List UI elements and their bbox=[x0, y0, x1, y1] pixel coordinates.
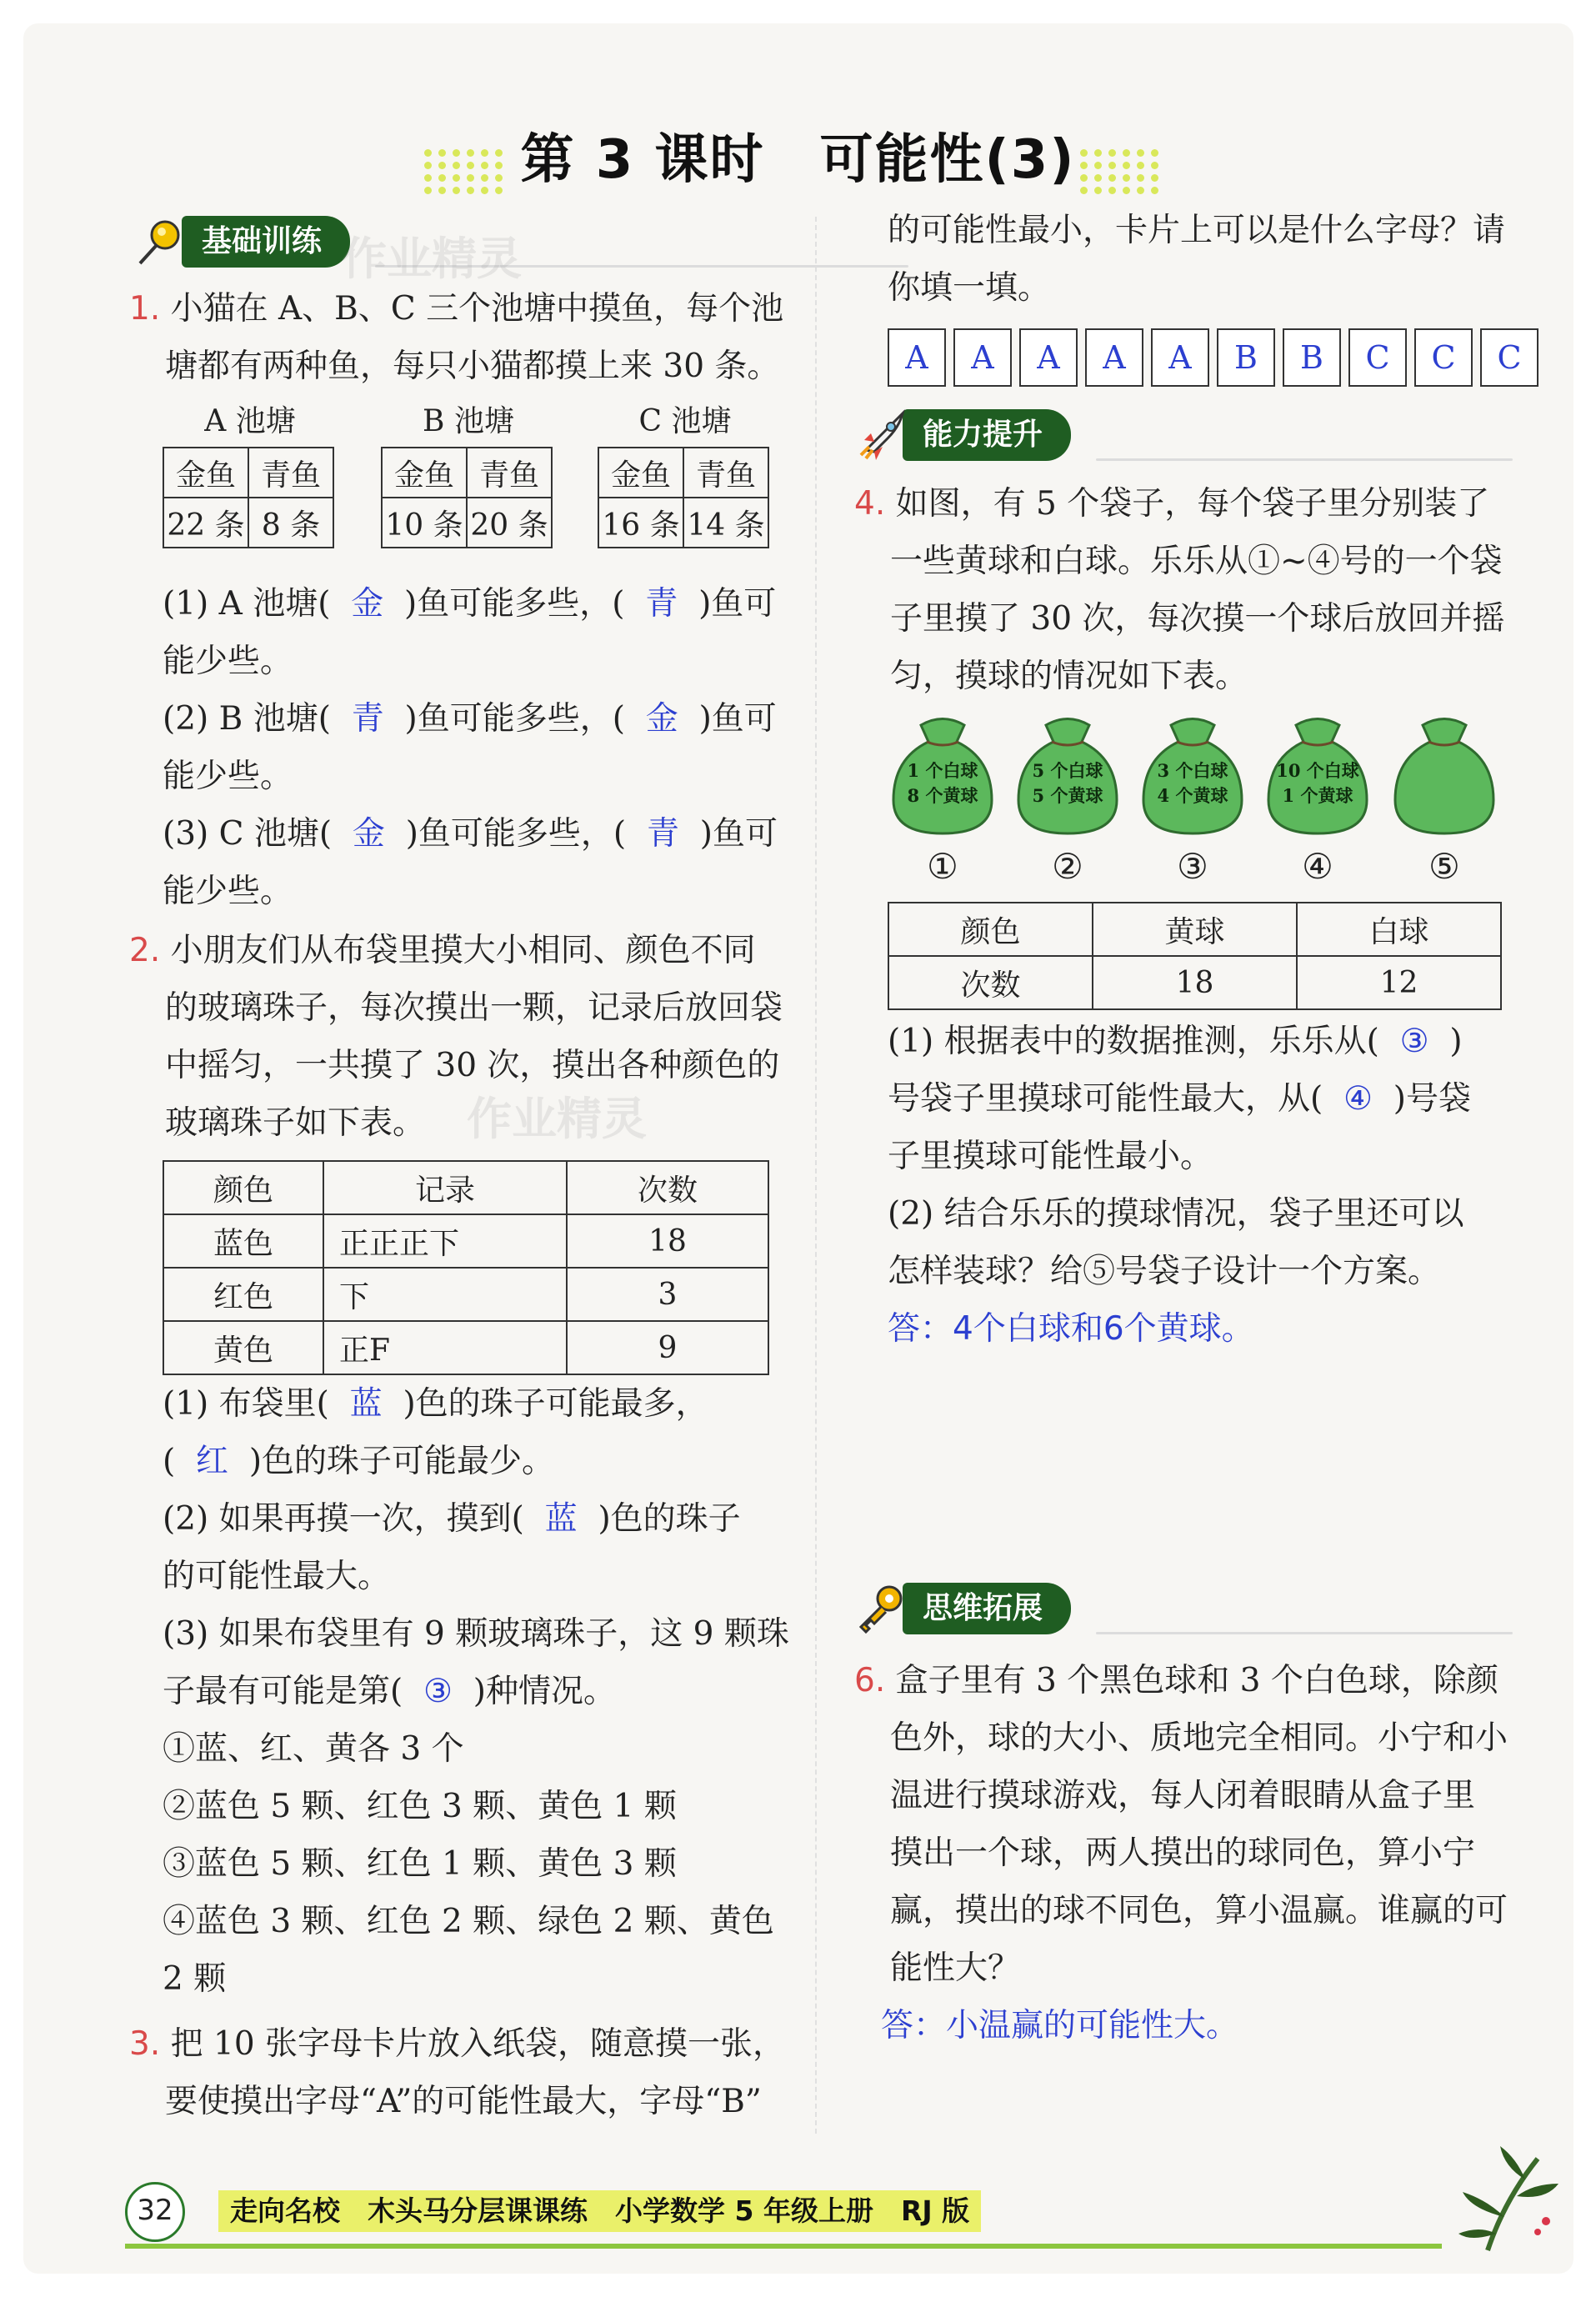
title-dot bbox=[453, 187, 460, 194]
pond-a-name: A 池塘 bbox=[204, 404, 296, 438]
pond-c-v2: 14 条 bbox=[683, 498, 768, 548]
q2-s3-line1: (3) 如果布袋里有 9 颗玻璃珠子，这 9 颗珠 bbox=[163, 1615, 789, 1653]
title-area bbox=[0, 117, 1596, 199]
pond-b-h2: 青鱼 bbox=[467, 448, 552, 498]
q6-line1: 盒子里有 3 个黑色球和 3 个白色球，除颜 bbox=[895, 1662, 1498, 1699]
q1-line1: 小猫在 A、B、C 三个池塘中摸鱼，每个池 bbox=[170, 290, 784, 328]
q2-line2: 的玻璃珠子，每次摸出一颗，记录后放回袋 bbox=[165, 989, 783, 1027]
bag-4-white: 10 个白球 bbox=[1276, 760, 1359, 781]
title-dot bbox=[1094, 162, 1102, 169]
q4-s1-line3: 子里摸球可能性最小。 bbox=[888, 1138, 1213, 1175]
letter-card: A bbox=[888, 328, 946, 387]
pond-b-table bbox=[381, 447, 553, 548]
title-dot bbox=[1108, 174, 1116, 182]
q1-number: 1. bbox=[129, 290, 161, 328]
q3-stem bbox=[129, 2015, 788, 2130]
bag-1-number: ① bbox=[927, 846, 958, 887]
title-dot bbox=[495, 187, 503, 194]
pond-b bbox=[381, 397, 573, 548]
q4-subquestions bbox=[888, 1013, 1529, 1358]
title-dot bbox=[1094, 187, 1102, 194]
pond-a-v2: 8 条 bbox=[248, 498, 333, 548]
q2-option4: ④蓝色 3 颗、红色 2 颗、绿色 2 颗、黄色 bbox=[163, 1903, 774, 1940]
bag-5-number: ⑤ bbox=[1428, 846, 1460, 887]
title-dot bbox=[424, 174, 432, 182]
q2-s1-post: )色的珠子可能最多， bbox=[403, 1385, 708, 1423]
bag-1-white: 1 个白球 bbox=[907, 760, 978, 781]
section-improve-rule bbox=[1096, 458, 1513, 461]
q4-bags bbox=[883, 708, 1517, 892]
q4-s2-answer: 答：4个白球和6个黄球。 bbox=[888, 1310, 1254, 1348]
letter-card: C bbox=[1414, 328, 1473, 387]
pond-b-v2: 20 条 bbox=[467, 498, 552, 548]
bag-1-yellow: 8 个黄球 bbox=[907, 785, 978, 806]
pond-c-h2: 青鱼 bbox=[683, 448, 768, 498]
q1-line2: 塘都有两种鱼，每只小猫都摸上来 30 条。 bbox=[165, 348, 780, 385]
q3-line1: 把 10 张字母卡片放入纸袋，随意摸一张， bbox=[170, 2025, 786, 2063]
q2-s1-answer2: 红 bbox=[196, 1443, 229, 1480]
pond-b-v1: 10 条 bbox=[382, 498, 467, 548]
title-dot bbox=[1123, 149, 1130, 157]
q1-s2-line2: 能少些。 bbox=[163, 758, 293, 795]
section-improve-header bbox=[854, 408, 1071, 462]
bag-3-white: 3 个白球 bbox=[1157, 760, 1228, 781]
bag-4 bbox=[1258, 708, 1377, 887]
q1-s2-answer2: 金 bbox=[645, 700, 678, 738]
q1-s1-answer2: 青 bbox=[645, 585, 678, 623]
pond-a-h2: 青鱼 bbox=[248, 448, 333, 498]
q1-s3-pre: (3) C 池塘( bbox=[163, 815, 333, 853]
q1-s3-mid: )鱼可能多些，( bbox=[405, 815, 627, 853]
section-basic-label: 基础训练 bbox=[182, 216, 350, 268]
title-dot bbox=[1108, 162, 1116, 169]
title-dot bbox=[1108, 149, 1116, 157]
q4-line4: 匀，摸球的情况如下表。 bbox=[890, 658, 1248, 695]
pond-c-h1: 金鱼 bbox=[598, 448, 683, 498]
title-dot bbox=[1151, 187, 1158, 194]
bamboo-icon bbox=[1454, 2142, 1563, 2259]
q1-s3-answer2: 青 bbox=[646, 815, 679, 853]
q1-s2-answer1: 青 bbox=[351, 700, 384, 738]
q6-number: 6. bbox=[854, 1662, 886, 1699]
title-dot bbox=[1123, 174, 1130, 182]
q4-s1-pre: (1) 根据表中的数据推测，乐乐从( bbox=[888, 1023, 1379, 1060]
title-dot bbox=[1137, 149, 1144, 157]
bag-2-number: ② bbox=[1052, 846, 1083, 887]
q1-s1-pre: (1) A 池塘( bbox=[163, 585, 331, 623]
letter-card: C bbox=[1480, 328, 1538, 387]
q6-line4: 摸出一个球，两人摸出的球同色，算小宁 bbox=[890, 1834, 1476, 1872]
title-dot bbox=[453, 149, 460, 157]
q2-option1: ①蓝、红、黄各 3 个 bbox=[163, 1730, 464, 1768]
pond-a-v1: 22 条 bbox=[163, 498, 248, 548]
watermark-mid: 作业精灵 bbox=[467, 1093, 647, 1145]
q2-number: 2. bbox=[129, 932, 161, 969]
letter-card: B bbox=[1283, 328, 1341, 387]
pond-b-h1: 金鱼 bbox=[382, 448, 467, 498]
key-icon bbox=[854, 1582, 908, 1635]
q6-stem bbox=[854, 1652, 1529, 2054]
q6-line5: 赢，摸出的球不同色，算小温赢。谁赢的可 bbox=[890, 1892, 1508, 1929]
q3-cont-line2: 你填一填。 bbox=[888, 269, 1051, 307]
bead-row3-count: 9 bbox=[567, 1321, 768, 1374]
q4-s2-line2: 怎样装球？给⑤号袋子设计一个方案。 bbox=[888, 1253, 1441, 1290]
bag-3-number: ③ bbox=[1177, 846, 1208, 887]
bag-1 bbox=[883, 708, 1002, 887]
bag-2 bbox=[1008, 708, 1127, 887]
q1-s1-post: )鱼可 bbox=[698, 585, 777, 623]
title-dot bbox=[467, 162, 474, 169]
q1-s1-answer1: 金 bbox=[351, 585, 384, 623]
pond-a-table bbox=[163, 447, 334, 548]
q1-s2-mid: )鱼可能多些，( bbox=[404, 700, 625, 738]
bead-header-record: 记录 bbox=[323, 1161, 567, 1214]
title-dot bbox=[1080, 162, 1088, 169]
q2-s1-pre: (1) 布袋里( bbox=[163, 1385, 329, 1423]
title-dot bbox=[1151, 162, 1158, 169]
q1-stem bbox=[129, 280, 788, 395]
title-dot bbox=[495, 174, 503, 182]
title-dot bbox=[1080, 149, 1088, 157]
q6-line2: 色外，球的大小、质地完全相同。小宁和小 bbox=[890, 1719, 1508, 1757]
q1-s2-pre: (2) B 池塘( bbox=[163, 700, 331, 738]
page-title: 第 3 课时 可能性(3) bbox=[520, 129, 1076, 191]
title-dots-left bbox=[424, 149, 516, 199]
page-number: 32 bbox=[125, 2182, 185, 2242]
q4-s1-post2: )号袋 bbox=[1393, 1080, 1471, 1118]
q2-s1-pre2: ( bbox=[163, 1443, 176, 1480]
title-dot bbox=[481, 174, 488, 182]
bead-row1-count: 18 bbox=[567, 1214, 768, 1268]
q2-s2-answer: 蓝 bbox=[544, 1500, 578, 1538]
q2-s3-pre2: 子最有可能是第( bbox=[163, 1673, 403, 1710]
letter-card: A bbox=[1085, 328, 1143, 387]
bag-4-number: ④ bbox=[1302, 846, 1333, 887]
rocket-icon bbox=[854, 408, 908, 462]
q4-result-table bbox=[888, 902, 1502, 1010]
title-dot bbox=[438, 187, 446, 194]
bag-5 bbox=[1385, 708, 1503, 887]
q1-s1-mid: )鱼可能多些，( bbox=[404, 585, 625, 623]
q3-number: 3. bbox=[129, 2025, 161, 2063]
ball-header-white: 白球 bbox=[1297, 903, 1501, 956]
q4-number: 4. bbox=[854, 485, 886, 523]
q6-answer: 答：小温赢的可能性大。 bbox=[881, 2007, 1239, 2044]
watermark-left: 作业精灵 bbox=[342, 233, 522, 285]
q4-line3: 子里摸了 30 次，每次摸一个球后放回并摇 bbox=[890, 600, 1505, 638]
letter-card: B bbox=[1217, 328, 1275, 387]
q2-s1-post2: )色的珠子可能最少。 bbox=[248, 1443, 555, 1480]
pond-b-name: B 池塘 bbox=[423, 404, 514, 438]
section-improve-label: 能力提升 bbox=[903, 409, 1071, 461]
bead-row1-record: 正正正下 bbox=[323, 1214, 567, 1268]
q1-s2-post: )鱼可 bbox=[698, 700, 777, 738]
title-dot bbox=[424, 149, 432, 157]
bead-row3-record: 正F bbox=[323, 1321, 567, 1374]
bag-3 bbox=[1133, 708, 1252, 887]
title-dot bbox=[495, 149, 503, 157]
q2-line3: 中摇匀，一共摸了 30 次，摸出各种颜色的 bbox=[165, 1047, 780, 1084]
bag-2-white: 5 个白球 bbox=[1032, 760, 1103, 781]
letter-card: A bbox=[1019, 328, 1078, 387]
pushpin-icon bbox=[133, 215, 187, 268]
title-dot bbox=[1108, 187, 1116, 194]
title-dot bbox=[1080, 187, 1088, 194]
q1-s3-answer1: 金 bbox=[352, 815, 385, 853]
q2-record-table bbox=[163, 1160, 769, 1375]
q4-stem bbox=[854, 475, 1529, 705]
letter-card: C bbox=[1348, 328, 1407, 387]
q3-cont-line1: 的可能性最小，卡片上可以是什么字母？请 bbox=[888, 212, 1506, 249]
footer-rule bbox=[125, 2244, 1442, 2249]
q6-line3: 温进行摸球游戏，每人闭着眼睛从盒子里 bbox=[890, 1777, 1476, 1814]
q2-line4: 玻璃珠子如下表。 bbox=[165, 1104, 426, 1142]
q2-s2-post: )色的珠子 bbox=[598, 1500, 741, 1538]
q2-option2: ②蓝色 5 颗、红色 3 颗、黄色 1 颗 bbox=[163, 1788, 677, 1825]
bag-3-yellow: 4 个黄球 bbox=[1157, 785, 1228, 806]
pond-a bbox=[163, 397, 354, 548]
ball-header-yellow: 黄球 bbox=[1093, 903, 1297, 956]
title-dot bbox=[438, 174, 446, 182]
bag-icon bbox=[1385, 708, 1503, 842]
q2-s2-pre: (2) 如果再摸一次，摸到( bbox=[163, 1500, 524, 1538]
q1-s3-post: )鱼可 bbox=[699, 815, 778, 853]
bead-row1-color: 蓝色 bbox=[163, 1214, 323, 1268]
section-thinking-rule bbox=[1096, 1632, 1513, 1634]
bead-row2-record: 下 bbox=[323, 1268, 567, 1321]
title-dot bbox=[495, 162, 503, 169]
letter-card: A bbox=[1151, 328, 1209, 387]
ball-white-count: 12 bbox=[1297, 956, 1501, 1009]
bead-row2-count: 3 bbox=[567, 1268, 768, 1321]
q4-line1: 如图，有 5 个袋子，每个袋子里分别装了 bbox=[895, 485, 1490, 523]
title-dot bbox=[438, 162, 446, 169]
bead-header-count: 次数 bbox=[567, 1161, 768, 1214]
q4-s1-pre2: 号袋子里摸球可能性最大，从( bbox=[888, 1080, 1323, 1118]
bag-4-yellow: 1 个黄球 bbox=[1282, 785, 1353, 806]
column-divider bbox=[815, 217, 817, 2134]
q2-option4-cont: 2 颗 bbox=[163, 1960, 227, 1998]
title-dot bbox=[467, 149, 474, 157]
ball-row-label: 次数 bbox=[888, 956, 1093, 1009]
title-dot bbox=[424, 162, 432, 169]
q2-option3: ③蓝色 5 颗、红色 1 颗、黄色 3 颗 bbox=[163, 1845, 677, 1883]
title-dot bbox=[467, 187, 474, 194]
section-thinking-header bbox=[854, 1582, 1071, 1635]
q1-s1-line2: 能少些。 bbox=[163, 643, 293, 680]
q2-s3-post2: )种情况。 bbox=[473, 1673, 616, 1710]
ball-yellow-count: 18 bbox=[1093, 956, 1297, 1009]
q3-continued bbox=[888, 202, 1529, 317]
bag-2-yellow: 5 个黄球 bbox=[1032, 785, 1103, 806]
title-dot bbox=[1094, 174, 1102, 182]
pond-a-h1: 金鱼 bbox=[163, 448, 248, 498]
bead-row3-color: 黄色 bbox=[163, 1321, 323, 1374]
bag-4-label bbox=[1258, 758, 1377, 808]
q2-line1: 小朋友们从布袋里摸大小相同、颜色不同 bbox=[170, 932, 756, 969]
q2-s3-answer: ③ bbox=[423, 1673, 453, 1710]
title-dot bbox=[1137, 174, 1144, 182]
q1-subquestions bbox=[163, 575, 796, 920]
q4-s1-post: ) bbox=[1449, 1023, 1463, 1060]
title-dot bbox=[1094, 149, 1102, 157]
pond-c-table bbox=[598, 447, 769, 548]
title-dot bbox=[1151, 174, 1158, 182]
q4-line2: 一些黄球和白球。乐乐从①~④号的一个袋 bbox=[890, 543, 1503, 580]
title-dot bbox=[481, 149, 488, 157]
footer-book-title: 走向名校 木头马分层课课练 小学数学 5 年级上册 RJ 版 bbox=[218, 2190, 981, 2232]
letter-card: A bbox=[953, 328, 1012, 387]
bag-3-label bbox=[1133, 758, 1252, 808]
q2-s1-answer1: 蓝 bbox=[349, 1385, 383, 1423]
title-dot bbox=[481, 187, 488, 194]
q1-s3-line2: 能少些。 bbox=[163, 873, 293, 910]
title-dot bbox=[1080, 174, 1088, 182]
title-dot bbox=[1123, 187, 1130, 194]
title-dot bbox=[481, 162, 488, 169]
q4-s2-line1: (2) 结合乐乐的摸球情况，袋子里还可以 bbox=[888, 1195, 1464, 1233]
pond-c-name: C 池塘 bbox=[638, 404, 732, 438]
title-dot bbox=[424, 187, 432, 194]
q3-letter-cards bbox=[888, 328, 1546, 387]
title-dot bbox=[1151, 149, 1158, 157]
title-dot bbox=[467, 174, 474, 182]
title-dot bbox=[1137, 162, 1144, 169]
q2-stem bbox=[129, 922, 788, 1152]
title-dot bbox=[453, 162, 460, 169]
bead-header-color: 颜色 bbox=[163, 1161, 323, 1214]
pond-c bbox=[598, 397, 789, 548]
section-thinking-label: 思维拓展 bbox=[903, 1583, 1071, 1634]
title-dot bbox=[1137, 187, 1144, 194]
q4-s1-answer1: ③ bbox=[1399, 1023, 1429, 1060]
title-dot bbox=[1123, 162, 1130, 169]
title-dot bbox=[438, 149, 446, 157]
q2-s2-line2: 的可能性最大。 bbox=[163, 1558, 391, 1595]
bag-2-label bbox=[1008, 758, 1127, 808]
ball-header-color: 颜色 bbox=[888, 903, 1093, 956]
title-dots-right bbox=[1080, 149, 1172, 199]
bag-1-label bbox=[883, 758, 1002, 808]
q2-subquestions bbox=[163, 1375, 796, 2008]
bead-row2-color: 红色 bbox=[163, 1268, 323, 1321]
q6-line6: 能性大？ bbox=[890, 1949, 1021, 1987]
pond-c-v1: 16 条 bbox=[598, 498, 683, 548]
q3-line2: 要使摸出字母“A”的可能性最大，字母“B” bbox=[165, 2083, 762, 2120]
title-dot bbox=[453, 174, 460, 182]
q4-s1-answer2: ④ bbox=[1343, 1080, 1373, 1118]
section-basic-header bbox=[133, 215, 350, 268]
